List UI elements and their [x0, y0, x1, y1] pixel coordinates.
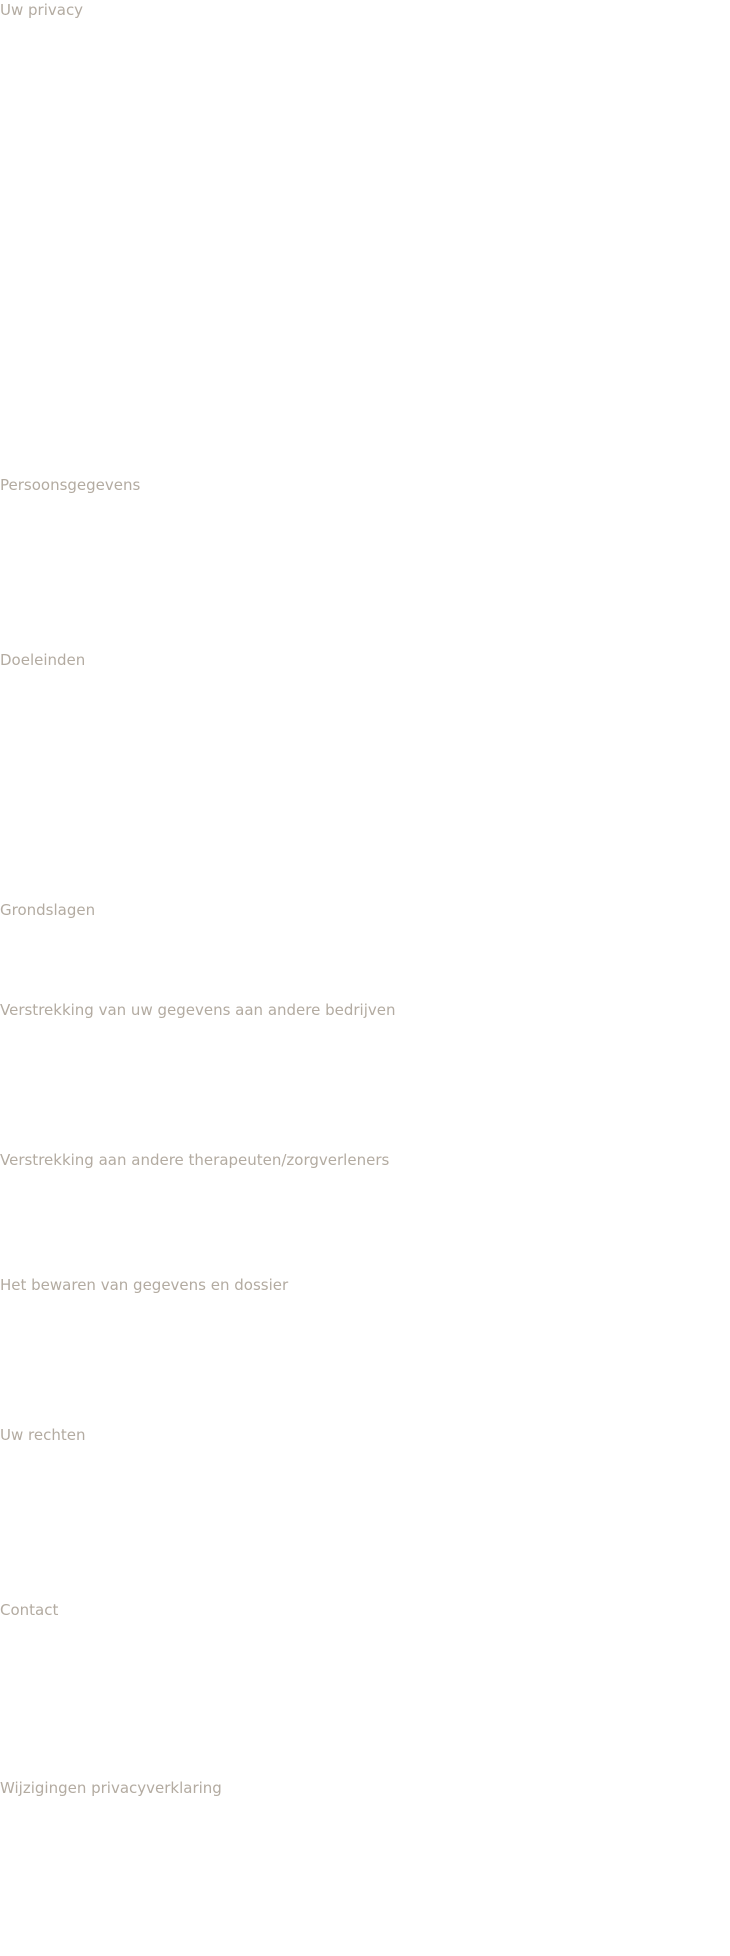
section-heading-uw-privacy: Uw privacy	[0, 1, 84, 19]
section-heading-grondslagen: Grondslagen	[0, 901, 96, 919]
section-heading-bewaren-gegevens: Het bewaren van gegevens en dossier	[0, 1276, 289, 1294]
section-heading-persoonsgegevens: Persoonsgegevens	[0, 476, 141, 494]
section-heading-contact: Contact	[0, 1601, 59, 1619]
section-heading-doeleinden: Doeleinden	[0, 651, 86, 669]
section-heading-verstrekking-bedrijven: Verstrekking van uw gegevens aan andere bedrijven	[0, 1001, 396, 1019]
section-heading-wijzigingen: Wijzigingen privacyverklaring	[0, 1779, 222, 1797]
section-heading-verstrekking-therapeuten: Verstrekking aan andere therapeuten/zorgverleners	[0, 1151, 390, 1169]
section-heading-uw-rechten: Uw rechten	[0, 1426, 86, 1444]
